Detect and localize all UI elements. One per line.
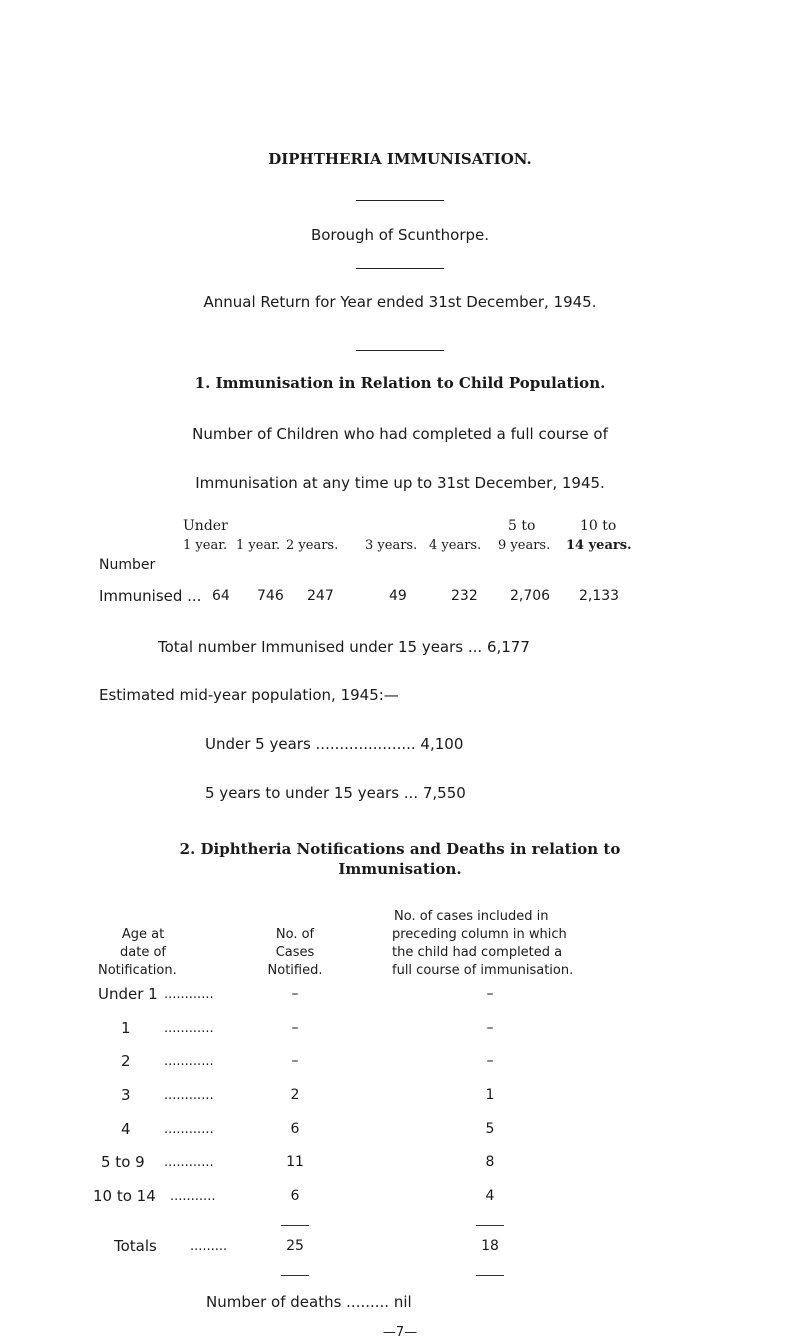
value-1-year: 746 [257, 588, 284, 604]
row-dots: ............ [164, 1021, 214, 1036]
divider [356, 268, 444, 269]
header-5-to: 5 to [508, 518, 536, 534]
row-label-immunised: Immunised ... [99, 587, 202, 605]
row-immunised: 5 [485, 1121, 495, 1137]
row-notified: 2 [290, 1087, 300, 1103]
divider [356, 200, 444, 201]
header-1-year: 1 year. [236, 538, 281, 553]
row-dots: ........... [170, 1189, 216, 1204]
divider [356, 350, 444, 351]
row-notified: – [291, 986, 299, 1002]
row-age: 5 to 9 [101, 1153, 145, 1171]
row-dots: ............ [164, 987, 214, 1002]
section1-heading: 1. Immunisation in Relation to Child Population. [194, 374, 606, 392]
row-notified: 11 [286, 1154, 304, 1170]
row-dots: ............ [164, 1155, 214, 1170]
population-under-5: Under 5 years ..................... 4,100 [205, 735, 464, 753]
section2-heading-line2: Immunisation. [338, 860, 462, 878]
totals-notified: 25 [286, 1238, 304, 1254]
population-5-to-15: 5 years to under 15 years ... 7,550 [205, 784, 466, 802]
header-14-years: 14 years. [566, 538, 632, 553]
row-immunised: – [486, 986, 494, 1002]
col-immunised-header-1: No. of cases included in [394, 909, 549, 924]
page-number: —7— [382, 1325, 418, 1340]
deaths-line: Number of deaths ......... nil [206, 1293, 412, 1311]
row-immunised: 8 [485, 1154, 495, 1170]
row-age: 3 [121, 1086, 131, 1104]
section1-intro-line2: Immunisation at any time up to 31st December, 1945. [195, 474, 605, 492]
header-9-years: 9 years. [498, 538, 551, 553]
totals-rule [281, 1225, 309, 1226]
value-5-to-9: 2,706 [510, 588, 551, 604]
row-immunised: – [486, 1053, 494, 1069]
col-age-header-2: date of [120, 945, 166, 960]
header-2-years: 2 years. [286, 538, 339, 553]
document-title: DIPHTHERIA IMMUNISATION. [268, 150, 532, 168]
col-cases-header-1: No. of [275, 927, 315, 942]
col-cases-header-2: Cases [275, 945, 315, 960]
section1-intro-line1: Number of Children who had completed a full course of [192, 425, 608, 443]
section2-heading-line1: 2. Diphtheria Notifications and Deaths in relation to [179, 840, 621, 858]
row-notified: 6 [290, 1188, 300, 1204]
totals-rule [476, 1225, 504, 1226]
col-age-header-1: Age at [121, 927, 165, 942]
row-dots: ............ [164, 1122, 214, 1137]
row-age: 4 [121, 1120, 131, 1138]
totals-rule [281, 1275, 309, 1276]
col-immunised-header-3: the child had completed a [392, 945, 563, 960]
population-heading: Estimated mid-year population, 1945:— [99, 686, 399, 704]
row-age: Under 1 [98, 985, 158, 1003]
header-4-years: 4 years. [429, 538, 482, 553]
totals-rule [476, 1275, 504, 1276]
row-label-number: Number [99, 557, 156, 573]
borough-name: Borough of Scunthorpe. [310, 226, 490, 244]
row-notified: 6 [290, 1121, 300, 1137]
header-3-years: 3 years. [365, 538, 418, 553]
totals-immunised: 18 [481, 1238, 499, 1254]
totals-dots: ......... [190, 1239, 228, 1254]
header-under-1-year: 1 year. [183, 538, 228, 553]
total-immunised-line: Total number Immunised under 15 years ... 6,177 [158, 638, 530, 656]
row-dots: ............ [164, 1088, 214, 1103]
col-immunised-header-4: full course of immunisation. [392, 963, 574, 978]
header-under: Under [183, 518, 228, 534]
annual-return-line: Annual Return for Year ended 31st December, 1945. [203, 293, 597, 311]
row-notified: – [291, 1020, 299, 1036]
row-notified: – [291, 1053, 299, 1069]
row-immunised: – [486, 1020, 494, 1036]
col-immunised-header-2: preceding column in which [392, 927, 567, 942]
row-age: 1 [121, 1019, 131, 1037]
row-immunised: 4 [485, 1188, 495, 1204]
row-immunised: 1 [485, 1087, 495, 1103]
value-under-1: 64 [212, 588, 230, 604]
col-cases-header-3: Notified. [267, 963, 323, 978]
value-10-to-14: 2,133 [579, 588, 620, 604]
totals-label: Totals [114, 1237, 157, 1255]
row-dots: ............ [164, 1054, 214, 1069]
header-10-to: 10 to [580, 518, 617, 534]
value-4-years: 232 [451, 588, 478, 604]
col-age-header-3: Notification. [98, 963, 177, 978]
value-2-years: 247 [307, 588, 334, 604]
row-age: 2 [121, 1052, 131, 1070]
value-3-years: 49 [389, 588, 407, 604]
row-age: 10 to 14 [93, 1187, 156, 1205]
